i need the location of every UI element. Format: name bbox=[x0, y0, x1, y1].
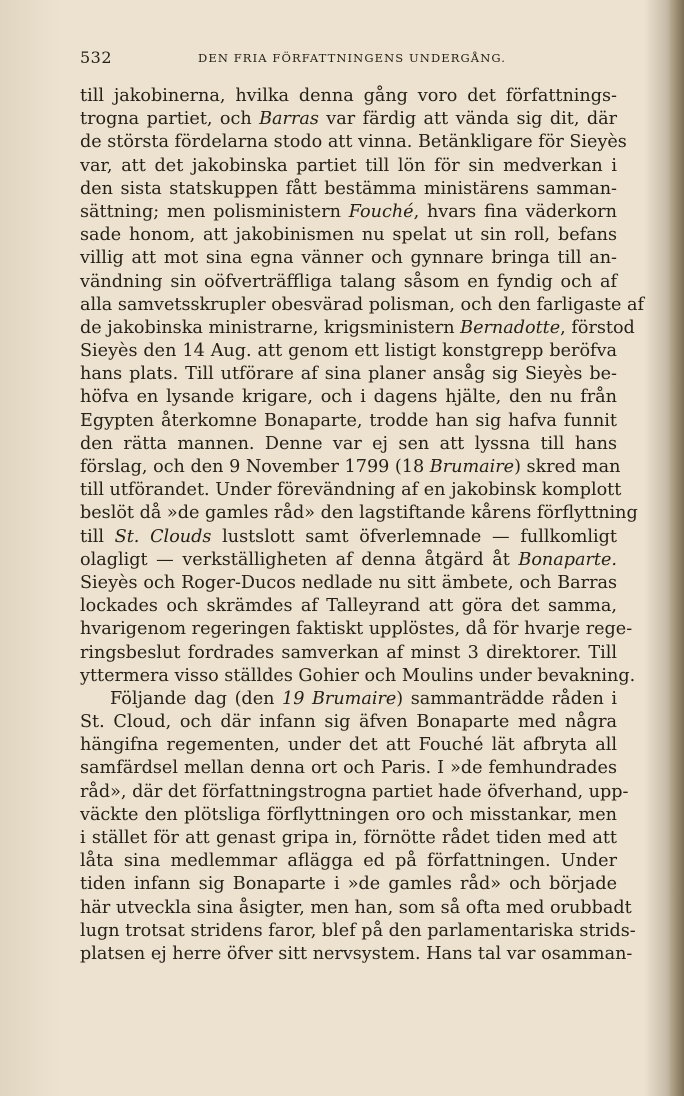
text-segment: hängifna regementen, under det att Fouché lät afbryta all bbox=[80, 735, 617, 756]
text-line bbox=[80, 781, 629, 804]
text-line bbox=[80, 340, 617, 363]
text-segment: hans plats. Till utförare af sina planer ansåg sig Sieyès be- bbox=[80, 364, 617, 385]
italic-text: Fouché bbox=[348, 201, 414, 222]
italic-text: Bonaparte. bbox=[518, 549, 617, 570]
text-segment: ringsbeslut fordrades samverkan af minst 3 direktorer. Till bbox=[80, 642, 617, 663]
text-segment: platsen ej herre öfver sitt nervsystem. Hans tal var osamman- bbox=[80, 943, 633, 964]
text-line bbox=[80, 363, 617, 386]
text-segment: Sieyès den 14 Aug. att genom ett listigt konstgrepp beröfva bbox=[80, 341, 617, 362]
text-line bbox=[80, 711, 617, 734]
text-line bbox=[80, 294, 645, 317]
text-segment: Sieyès och Roger-Ducos nedlade nu sitt ämbete, och Barras bbox=[80, 572, 617, 593]
italic-text: 19 Brumaire bbox=[282, 688, 397, 709]
text-segment: här utveckla sina åsigter, men han, som så ofta med orubbadt bbox=[80, 897, 632, 918]
text-segment: till jakobinerna, hvilka denna gång voro det författnings- bbox=[80, 86, 617, 106]
text-line bbox=[80, 642, 617, 665]
text-line bbox=[80, 271, 617, 294]
text-segment: Egypten återkomne Bonaparte, trodde han sig hafva funnit bbox=[80, 410, 617, 431]
running-head: DEN FRIA FÖRFATTNINGENS UNDERGÅNG. bbox=[198, 51, 507, 65]
text-segment: råd», där det författningstrogna partiet hade öfverhand, upp- bbox=[80, 781, 629, 802]
text-segment: , hvars fina väderkorn bbox=[413, 201, 617, 222]
text-line bbox=[80, 456, 621, 479]
text-segment: lockades och skrämdes af Talleyrand att göra det samma, bbox=[80, 596, 617, 617]
text-segment: sättning; men polisministern bbox=[80, 201, 349, 222]
body-text bbox=[80, 85, 645, 966]
text-segment: sade honom, att jakobinismen nu spelat ut sin roll, befans bbox=[80, 225, 617, 246]
text-segment: hvarigenom regeringen faktiskt upplöstes, då för hvarje rege- bbox=[80, 619, 633, 640]
text-line bbox=[80, 943, 633, 966]
text-segment: förslag, och den 9 November 1799 (18 bbox=[80, 457, 430, 477]
text-line bbox=[80, 757, 617, 780]
text-line bbox=[80, 386, 617, 409]
text-segment: den rätta mannen. Denne var ej sen att lyssna till hans bbox=[80, 433, 617, 454]
text-line bbox=[80, 85, 617, 108]
text-segment: ) sammanträdde råden i bbox=[396, 688, 617, 709]
text-segment: yttermera visso ställdes Gohier och Moulins under bevakning. bbox=[80, 665, 636, 686]
text-segment: till utförandet. Under förevändning af en jakobinsk komplott bbox=[80, 480, 622, 501]
text-segment: trogna partiet, och bbox=[80, 109, 260, 130]
text-segment: Följande dag (den bbox=[110, 688, 283, 709]
text-line bbox=[80, 549, 617, 572]
text-line bbox=[80, 850, 617, 873]
text-segment: till bbox=[80, 526, 115, 547]
text-segment: ) skred man bbox=[514, 457, 621, 477]
text-line bbox=[80, 827, 617, 850]
text-line bbox=[80, 108, 617, 131]
text-line bbox=[80, 479, 622, 502]
italic-text: Barras bbox=[259, 109, 319, 130]
text-line bbox=[80, 920, 636, 943]
text-line bbox=[80, 526, 617, 549]
text-line bbox=[80, 734, 617, 757]
text-segment: lugn trotsat stridens faror, blef på den parlamentariska strids- bbox=[80, 920, 636, 941]
text-line bbox=[80, 410, 617, 433]
page-header bbox=[80, 48, 617, 72]
text-segment: lustslott samt öfverlemnade — fullkomligt bbox=[211, 526, 617, 547]
text-line bbox=[80, 433, 617, 456]
italic-text: Bernadotte bbox=[460, 317, 561, 338]
text-line bbox=[80, 665, 636, 688]
text-line bbox=[80, 897, 632, 920]
text-segment: St. Cloud, och där infann sig äfven Bonaparte med några bbox=[80, 712, 617, 733]
text-line bbox=[80, 317, 635, 340]
text-line bbox=[80, 131, 627, 154]
text-line bbox=[80, 247, 617, 270]
text-line bbox=[80, 224, 617, 247]
text-segment: de största fördelarna stodo att vinna. Betänkligare för Sieyès bbox=[80, 132, 627, 153]
text-segment: olagligt — verkställigheten af denna åtgärd åt bbox=[80, 549, 519, 570]
text-line bbox=[80, 804, 617, 827]
text-segment: de jakobinska ministrarne, krigsministern bbox=[80, 317, 461, 338]
text-line bbox=[80, 201, 617, 224]
text-segment: den sista statskuppen fått bestämma ministärens samman- bbox=[80, 178, 617, 199]
text-segment: beslöt då »de gamles råd» den lagstiftande kårens förflyttning bbox=[80, 503, 638, 524]
italic-text: St. Clouds bbox=[114, 526, 212, 547]
italic-text: Brumaire bbox=[429, 457, 515, 477]
text-segment: var, att det jakobinska partiet till lön för sin medverkan i bbox=[80, 155, 617, 176]
text-segment: var färdig att vända sig dit, där bbox=[318, 109, 617, 130]
text-segment: villig att mot sina egna vänner och gynnare bringa till an- bbox=[80, 248, 617, 269]
text-line bbox=[80, 618, 633, 641]
text-line bbox=[80, 155, 617, 178]
text-line bbox=[80, 502, 638, 525]
text-line bbox=[80, 572, 617, 595]
text-line bbox=[80, 178, 617, 201]
text-segment: vändning sin oöfverträffliga talang såsom en fyndig och af bbox=[80, 271, 617, 292]
text-segment: alla samvetsskrupler obesvärad polisman, och den farligaste af bbox=[80, 294, 645, 315]
text-line bbox=[80, 873, 617, 896]
text-segment: höfva en lysande krigare, och i dagens hjälte, den nu från bbox=[80, 387, 617, 408]
page-edge-shadow bbox=[670, 0, 684, 1096]
text-segment: låta sina medlemmar aflägga ed på författningen. Under bbox=[80, 851, 617, 872]
page-number: 532 bbox=[80, 48, 113, 67]
text-line bbox=[80, 595, 617, 618]
text-segment: tiden infann sig Bonaparte i »de gamles råd» och började bbox=[80, 874, 617, 895]
text-segment: samfärdsel mellan denna ort och Paris. I »de femhundrades bbox=[80, 758, 617, 779]
text-line bbox=[80, 688, 617, 711]
text-segment: i stället för att genast gripa in, förnötte rådet tiden med att bbox=[80, 828, 617, 848]
text-segment: , förstod bbox=[560, 317, 635, 338]
text-segment: väckte den plötsliga förflyttningen oro och misstankar, men bbox=[80, 804, 617, 825]
